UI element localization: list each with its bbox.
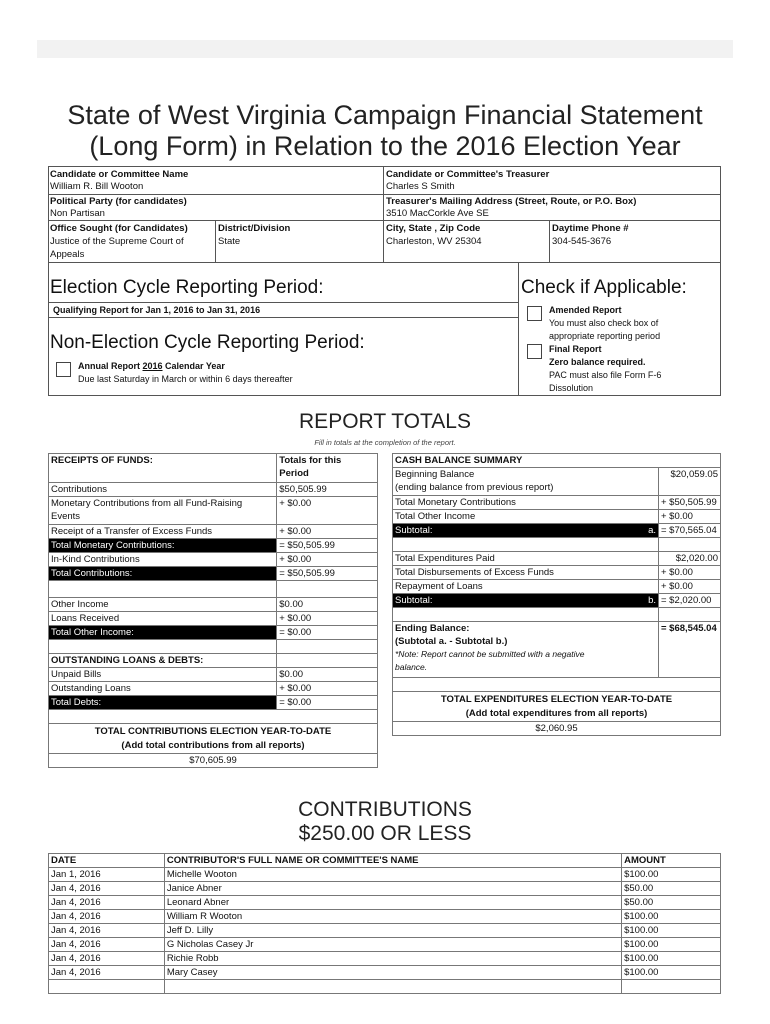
table-row [49,966,721,980]
totals-header: Totals for this Period [277,454,378,483]
top-bar [37,40,733,58]
ytd-contributions-value: $70,605.99 [49,754,378,768]
col-date: DATE [49,854,165,868]
contribution-name: Jeff D. Lilly [164,924,621,938]
contribution-date: Jan 1, 2016 [49,868,165,882]
subtotal-a-label: Subtotal: a. [393,524,659,538]
contribution-amount: $50.00 [622,896,721,910]
contribution-date: Jan 4, 2016 [49,938,165,952]
table-row-empty [49,980,721,994]
treasurer-value: Charles S Smith [386,181,455,192]
contribution-date: Jan 4, 2016 [49,910,165,924]
contribution-amount: $100.00 [622,868,721,882]
contribution-name: Leonard Abner [164,896,621,910]
contribution-date: Jan 4, 2016 [49,882,165,896]
report-totals-heading: REPORT TOTALS [299,410,471,433]
cash-header: CASH BALANCE SUMMARY [393,454,721,468]
contributions-table [48,853,721,994]
table-row [49,924,721,938]
district-label: District/Division [218,223,291,234]
final-note-2: PAC must also file Form F-6 [549,370,662,380]
qualifying-report: Qualifying Report for Jan 1, 2016 to Jan 31, 2016 [53,305,261,315]
mailing-label: Treasurer's Mailing Address (Street, Route, or P.O. Box) [386,196,637,207]
candidate-value: William R. Bill Wooton [50,181,144,192]
contribution-amount: $100.00 [622,938,721,952]
district-value: State [218,236,241,247]
table-row [49,952,721,966]
office-value-2: Appeals [50,249,85,260]
check-applicable-heading: Check if Applicable: [521,277,687,298]
contribution-amount: $100.00 [622,966,721,980]
contribution-date: Jan 4, 2016 [49,966,165,980]
amended-report-label: Amended Report [549,305,622,315]
contribution-date: Jan 4, 2016 [49,952,165,966]
contribution-amount: $50.00 [622,882,721,896]
party-label: Political Party (for candidates) [50,196,187,207]
amended-note-1: You must also check box of [549,318,659,328]
contribution-amount: $100.00 [622,924,721,938]
total-contributions-label: Total Contributions: [49,567,277,581]
annual-report-checkbox[interactable] [56,362,71,377]
amended-note-2: appropriate reporting period [549,331,661,341]
contribution-name: Michelle Wooton [164,868,621,882]
final-report-label: Final Report [549,344,602,354]
office-label: Office Sought (for Candidates) [50,223,188,234]
receipts-header: RECEIPTS OF FUNDS: [49,454,277,483]
city-label: City, State , Zip Code [386,223,481,234]
contribution-name: William R Wooton [164,910,621,924]
contribution-date: Jan 4, 2016 [49,896,165,910]
table-row [49,896,721,910]
nonelection-period-heading: Non-Election Cycle Reporting Period: [50,332,365,353]
contribution-name: G Nicholas Casey Jr [164,938,621,952]
subtotal-b-label: Subtotal: b. [393,594,659,608]
election-period-heading: Election Cycle Reporting Period: [50,277,324,298]
page-title: State of West Virginia Campaign Financial Statement (Long Form) in Relation to the 2016 Election Year [67,100,703,161]
final-report-checkbox[interactable] [527,344,542,359]
table-row [49,868,721,882]
office-value: Justice of the Supreme Court of [50,236,184,247]
final-note-3: Dissolution [549,383,594,393]
total-debts-label: Total Debts: [49,696,277,710]
contribution-name: Richie Robb [164,952,621,966]
table-row [49,938,721,952]
contribution-name: Mary Casey [164,966,621,980]
city-value: Charleston, WV 25304 [386,236,482,247]
ending-balance-value: = $68,545.04 [659,622,721,678]
ending-balance-label: Ending Balance: (Subtotal a. - Subtotal b.) *Note: Report cannot be submitted with a negative balance. [393,622,659,678]
cash-balance-table: CASH BALANCE SUMMARY Beginning Balance (ending balance from previous report) $20,059.05 Total Monetary Contributions + $50,505.99 Total Other Income + $0.00 Subtotal: a. = $70,565.04 Total Expenditures Paid $2,020.00 Total Disbursements of Excess Funds + $0.00 Repayment of Loans + $0.00 Subtotal: b. = $2,020.00 Ending Balance: (Subtotal a. - Subtotal b.) *Note: Report cannot be submitted with a negative balance. = $68,545.04 TOTAL EXPENDITURES ELECTION YEAR-TO-DATE (Add total expenditures from all reports) $2,060.95 [392,453,721,736]
ytd-expenditures-value: $2,060.95 [393,722,721,736]
mailing-value: 3510 MacCorkle Ave SE [386,208,489,219]
total-other-income-label: Total Other Income: [49,626,277,640]
ytd-contributions-label: TOTAL CONTRIBUTIONS ELECTION YEAR-TO-DATE (Add total contributions from all reports) [49,724,378,754]
ytd-expenditures-label: TOTAL EXPENDITURES ELECTION YEAR-TO-DATE (Add total expenditures from all reports) [393,692,721,722]
col-amount: AMOUNT [622,854,721,868]
contributions-heading: CONTRIBUTIONS $250.00 OR LESS [298,798,472,845]
contribution-amount: $100.00 [622,910,721,924]
annual-report-note: Due last Saturday in March or within 6 days thereafter [78,374,293,384]
table-row [49,882,721,896]
total-monetary-label: Total Monetary Contributions: [49,539,277,553]
treasurer-label: Candidate or Committee's Treasurer [386,169,550,180]
report-totals-subheading: Fill in totals at the completion of the report. [314,438,456,447]
party-value: Non Partisan [50,208,105,219]
phone-label: Daytime Phone # [552,223,629,234]
table-row [49,910,721,924]
contribution-name: Janice Abner [164,882,621,896]
final-note-1: Zero balance required. [549,357,646,367]
col-name: CONTRIBUTOR'S FULL NAME OR COMMITTEE'S NAME [164,854,621,868]
receipts-table: RECEIPTS OF FUNDS: Totals for this Period Contributions $50,505.99 Monetary Contributions from all Fund-Raising Events + $0.00 Receipt of a Transfer of Excess Funds + $0.00 Total Monetary Contributions: = $50,505.99 In-Kind Contributions + $0.00 Total Contributions: = $50,505.99 Other Income $0.00 Loans Received + $0.00 Total Other Income: = $0.00 OUTSTANDING LOANS & DEBTS: Unpaid Bills $0.00 Outstanding Loans + $0.00 Total Debts: = $0.00 TOTAL CONTRIBUTIONS ELECTION YEAR-TO-DATE (Add total contributions from all reports) $70,605.99 [48,453,378,768]
phone-value: 304-545-3676 [552,236,612,247]
annual-report-label: Annual Report 2016 Calendar Year [78,361,225,371]
candidate-label: Candidate or Committee Name [50,169,189,180]
contribution-amount: $100.00 [622,952,721,966]
amended-report-checkbox[interactable] [527,306,542,321]
contribution-date: Jan 4, 2016 [49,924,165,938]
